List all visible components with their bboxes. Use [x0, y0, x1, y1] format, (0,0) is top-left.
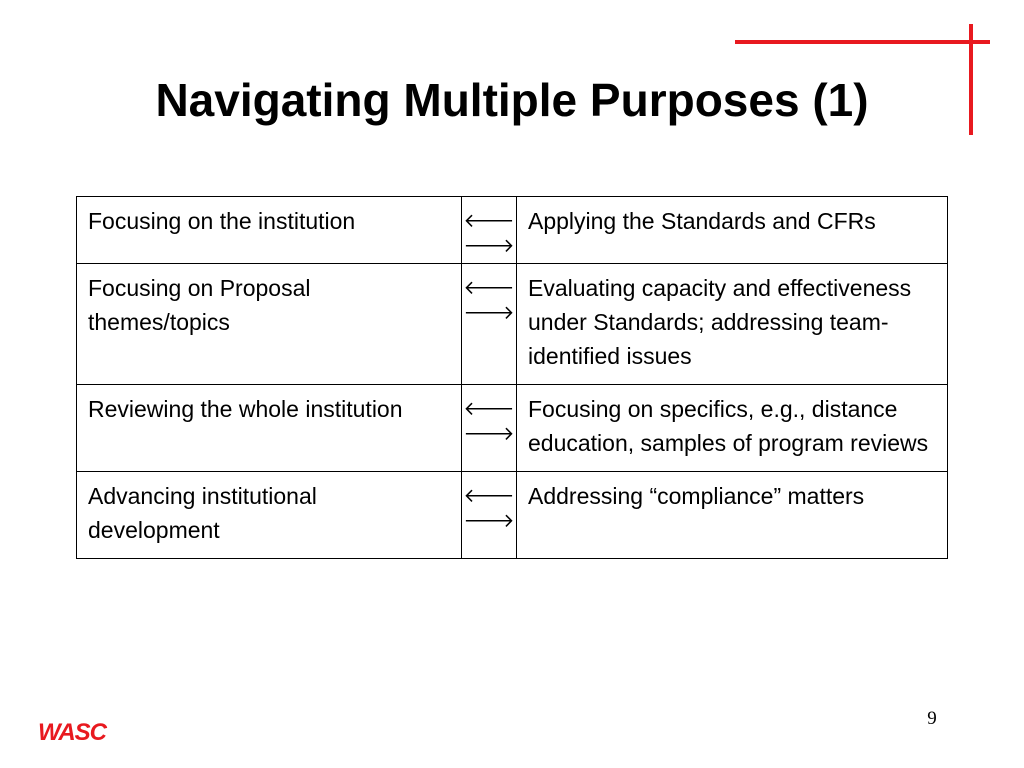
table-row	[77, 264, 948, 385]
arrow-right-icon: 🡒	[463, 302, 515, 324]
left-cell: Focusing on Proposal themes/topics	[77, 264, 462, 385]
page-number: 9	[927, 708, 937, 729]
right-cell: Focusing on specifics, e.g., distance education, samples of program reviews	[517, 385, 948, 472]
arrow-right-icon: 🡒	[463, 423, 515, 445]
arrows-cell	[462, 197, 517, 264]
arrows-cell	[462, 472, 517, 559]
arrows-cell	[462, 264, 517, 385]
left-cell: Advancing institutional development	[77, 472, 462, 559]
arrow-left-icon: 🡐	[463, 485, 515, 507]
purposes-table	[76, 196, 948, 559]
right-cell: Evaluating capacity and effectiveness under Standards; addressing team-identified issues	[517, 264, 948, 385]
arrow-left-icon: 🡐	[463, 277, 515, 299]
slide-title: Navigating Multiple Purposes (1)	[155, 74, 869, 126]
arrow-left-icon: 🡐	[463, 398, 515, 420]
arrows-cell	[462, 385, 517, 472]
right-cell: Addressing “compliance” matters	[517, 472, 948, 559]
wasc-logo: WASC	[38, 719, 106, 746]
decorative-red-horizontal-line	[735, 40, 990, 44]
table-row	[77, 472, 948, 559]
arrow-right-icon: 🡒	[463, 235, 515, 257]
arrow-right-icon: 🡒	[463, 510, 515, 532]
table-row	[77, 385, 948, 472]
left-cell: Reviewing the whole institution	[77, 385, 462, 472]
arrow-left-icon: 🡐	[463, 210, 515, 232]
right-cell: Applying the Standards and CFRs	[517, 197, 948, 264]
table-row	[77, 197, 948, 264]
left-cell: Focusing on the institution	[77, 197, 462, 264]
